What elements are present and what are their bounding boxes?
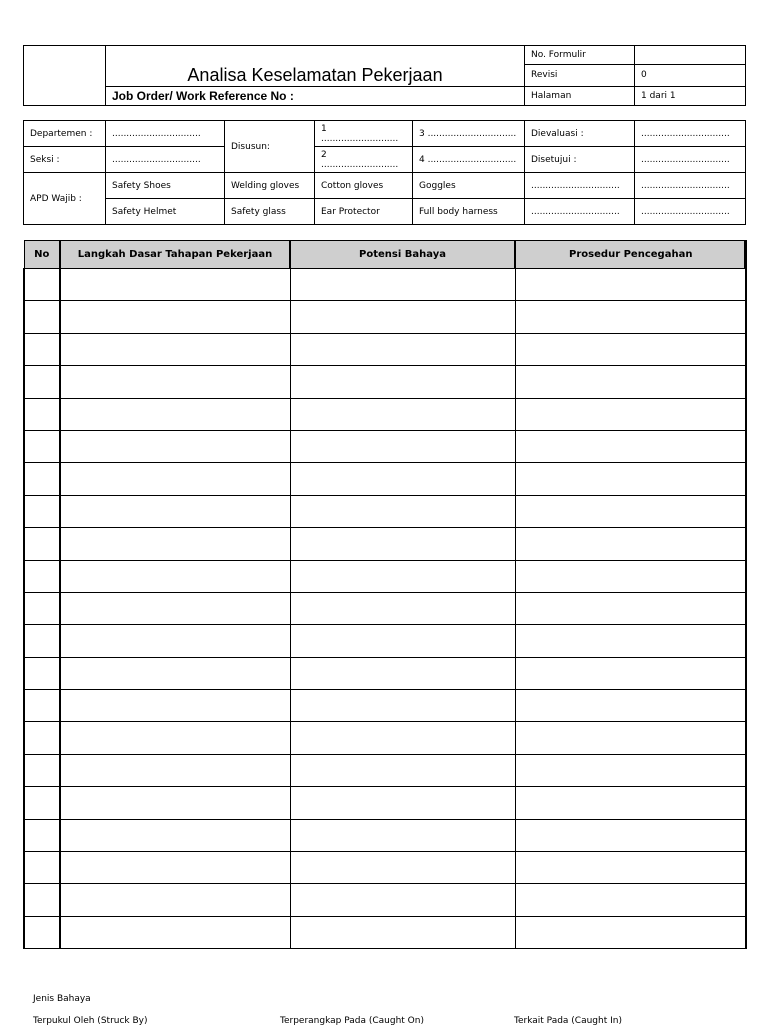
page-label: Halaman bbox=[525, 86, 635, 105]
departemen-label: Departemen : bbox=[24, 121, 106, 147]
potensi-bahaya-cell[interactable] bbox=[290, 528, 515, 560]
prosedur-cell[interactable] bbox=[515, 852, 746, 884]
job-order-label[interactable]: Job Order/ Work Reference No : bbox=[106, 86, 525, 105]
prosedur-cell[interactable] bbox=[515, 916, 746, 948]
table-row bbox=[24, 787, 746, 819]
table-row bbox=[24, 916, 746, 948]
langkah-cell[interactable] bbox=[60, 528, 290, 560]
langkah-cell[interactable] bbox=[60, 301, 290, 333]
legend-item: Terpukul Oleh (Struck By) bbox=[33, 1016, 148, 1026]
prosedur-cell[interactable] bbox=[515, 625, 746, 657]
table-row bbox=[24, 625, 746, 657]
table-row bbox=[24, 560, 746, 592]
langkah-cell[interactable] bbox=[60, 852, 290, 884]
form-number-label: No. Formulir bbox=[525, 46, 635, 65]
apd-item[interactable]: Full body harness bbox=[413, 199, 525, 225]
disusun-field-2[interactable]: 2 ........................... bbox=[315, 147, 413, 173]
langkah-cell[interactable] bbox=[60, 916, 290, 948]
no-cell[interactable] bbox=[24, 754, 60, 786]
apd-item[interactable]: ............................... bbox=[525, 199, 635, 225]
table-row bbox=[24, 819, 746, 851]
form-number-value[interactable] bbox=[635, 46, 746, 65]
apd-item[interactable]: ............................... bbox=[525, 173, 635, 199]
no-cell[interactable] bbox=[24, 884, 60, 916]
column-header-langkah: Langkah Dasar Tahapan Pekerjaan bbox=[60, 241, 290, 269]
title-top-blank bbox=[106, 46, 525, 65]
prosedur-cell[interactable] bbox=[515, 269, 746, 301]
apd-item[interactable]: Safety glass bbox=[225, 199, 315, 225]
apd-label: APD Wajib : bbox=[24, 173, 106, 225]
info-table bbox=[23, 120, 746, 225]
potensi-bahaya-cell[interactable] bbox=[290, 560, 515, 592]
potensi-bahaya-cell[interactable] bbox=[290, 333, 515, 365]
langkah-cell[interactable] bbox=[60, 269, 290, 301]
potensi-bahaya-cell[interactable] bbox=[290, 463, 515, 495]
langkah-cell[interactable] bbox=[60, 333, 290, 365]
langkah-cell[interactable] bbox=[60, 398, 290, 430]
seksi-label: Seksi : bbox=[24, 147, 106, 173]
potensi-bahaya-cell[interactable] bbox=[290, 754, 515, 786]
legend-title: Jenis Bahaya bbox=[33, 994, 91, 1004]
langkah-cell[interactable] bbox=[60, 884, 290, 916]
revision-value[interactable]: 0 bbox=[635, 65, 746, 87]
prosedur-cell[interactable] bbox=[515, 722, 746, 754]
table-row bbox=[24, 463, 746, 495]
prosedur-cell[interactable] bbox=[515, 528, 746, 560]
potensi-bahaya-cell[interactable] bbox=[290, 269, 515, 301]
column-header-no: No bbox=[24, 241, 60, 269]
legend-item: Terkait Pada (Caught In) bbox=[514, 1016, 622, 1026]
no-cell[interactable] bbox=[24, 333, 60, 365]
prosedur-cell[interactable] bbox=[515, 495, 746, 527]
no-cell[interactable] bbox=[24, 301, 60, 333]
no-cell[interactable] bbox=[24, 819, 60, 851]
table-row bbox=[24, 884, 746, 916]
table-row bbox=[24, 333, 746, 365]
potensi-bahaya-cell[interactable] bbox=[290, 819, 515, 851]
departemen-field[interactable]: ............................... bbox=[106, 121, 225, 147]
potensi-bahaya-cell[interactable] bbox=[290, 625, 515, 657]
column-header-potensi-bahaya: Potensi Bahaya bbox=[290, 241, 515, 269]
apd-item[interactable]: Ear Protector bbox=[315, 199, 413, 225]
table-row bbox=[24, 495, 746, 527]
disetujui-label: Disetujui : bbox=[525, 147, 635, 173]
dievaluasi-label: Dievaluasi : bbox=[525, 121, 635, 147]
prosedur-cell[interactable] bbox=[515, 560, 746, 592]
prosedur-cell[interactable] bbox=[515, 333, 746, 365]
potensi-bahaya-cell[interactable] bbox=[290, 301, 515, 333]
page-title: Analisa Keselamatan Pekerjaan bbox=[106, 65, 525, 87]
langkah-cell[interactable] bbox=[60, 430, 290, 462]
no-cell[interactable] bbox=[24, 366, 60, 398]
no-cell[interactable] bbox=[24, 560, 60, 592]
table-row bbox=[24, 269, 746, 301]
no-cell[interactable] bbox=[24, 592, 60, 624]
no-cell[interactable] bbox=[24, 722, 60, 754]
disusun-field-1[interactable]: 1 ........................... bbox=[315, 121, 413, 147]
potensi-bahaya-cell[interactable] bbox=[290, 884, 515, 916]
langkah-cell[interactable] bbox=[60, 366, 290, 398]
table-header-row bbox=[24, 241, 746, 269]
prosedur-cell[interactable] bbox=[515, 787, 746, 819]
disetujui-field[interactable]: ............................... bbox=[635, 147, 746, 173]
langkah-cell[interactable] bbox=[60, 722, 290, 754]
no-cell[interactable] bbox=[24, 495, 60, 527]
seksi-field[interactable]: ............................... bbox=[106, 147, 225, 173]
potensi-bahaya-cell[interactable] bbox=[290, 398, 515, 430]
prosedur-cell[interactable] bbox=[515, 430, 746, 462]
langkah-cell[interactable] bbox=[60, 592, 290, 624]
no-cell[interactable] bbox=[24, 657, 60, 689]
no-cell[interactable] bbox=[24, 430, 60, 462]
no-cell[interactable] bbox=[24, 398, 60, 430]
langkah-cell[interactable] bbox=[60, 787, 290, 819]
potensi-bahaya-cell[interactable] bbox=[290, 366, 515, 398]
apd-item[interactable]: Goggles bbox=[413, 173, 525, 199]
langkah-cell[interactable] bbox=[60, 690, 290, 722]
potensi-bahaya-cell[interactable] bbox=[290, 495, 515, 527]
potensi-bahaya-cell[interactable] bbox=[290, 916, 515, 948]
job-safety-analysis-table bbox=[23, 240, 747, 949]
logo-cell bbox=[24, 46, 106, 106]
apd-item[interactable]: Welding gloves bbox=[225, 173, 315, 199]
no-cell[interactable] bbox=[24, 690, 60, 722]
disusun-label: Disusun: bbox=[225, 121, 315, 173]
legend-item: Terperangkap Pada (Caught On) bbox=[280, 1016, 424, 1026]
langkah-cell[interactable] bbox=[60, 754, 290, 786]
form-header-table bbox=[23, 45, 746, 106]
table-row bbox=[24, 754, 746, 786]
dievaluasi-field[interactable]: ............................... bbox=[635, 121, 746, 147]
prosedur-cell[interactable] bbox=[515, 592, 746, 624]
potensi-bahaya-cell[interactable] bbox=[290, 657, 515, 689]
prosedur-cell[interactable] bbox=[515, 657, 746, 689]
apd-item[interactable]: ............................... bbox=[635, 173, 746, 199]
no-cell[interactable] bbox=[24, 463, 60, 495]
disusun-field-4[interactable]: 4 ............................... bbox=[413, 147, 525, 173]
prosedur-cell[interactable] bbox=[515, 366, 746, 398]
column-header-prosedur-pencegahan: Prosedur Pencegahan bbox=[515, 241, 746, 269]
no-cell[interactable] bbox=[24, 269, 60, 301]
no-cell[interactable] bbox=[24, 787, 60, 819]
revision-label: Revisi bbox=[525, 65, 635, 87]
apd-item[interactable]: ............................... bbox=[635, 199, 746, 225]
prosedur-cell[interactable] bbox=[515, 463, 746, 495]
potensi-bahaya-cell[interactable] bbox=[290, 430, 515, 462]
no-cell[interactable] bbox=[24, 852, 60, 884]
no-cell[interactable] bbox=[24, 625, 60, 657]
table-row bbox=[24, 722, 746, 754]
prosedur-cell[interactable] bbox=[515, 398, 746, 430]
prosedur-cell[interactable] bbox=[515, 301, 746, 333]
langkah-cell[interactable] bbox=[60, 463, 290, 495]
table-row bbox=[24, 592, 746, 624]
langkah-cell[interactable] bbox=[60, 560, 290, 592]
table-row bbox=[24, 430, 746, 462]
table-row bbox=[24, 301, 746, 333]
langkah-cell[interactable] bbox=[60, 819, 290, 851]
apd-item[interactable]: Safety Helmet bbox=[106, 199, 225, 225]
langkah-cell[interactable] bbox=[60, 625, 290, 657]
potensi-bahaya-cell[interactable] bbox=[290, 722, 515, 754]
table-row bbox=[24, 657, 746, 689]
apd-item[interactable]: Cotton gloves bbox=[315, 173, 413, 199]
table-row bbox=[24, 366, 746, 398]
disusun-field-3[interactable]: 3 ............................... bbox=[413, 121, 525, 147]
potensi-bahaya-cell[interactable] bbox=[290, 852, 515, 884]
table-row bbox=[24, 528, 746, 560]
langkah-cell[interactable] bbox=[60, 495, 290, 527]
prosedur-cell[interactable] bbox=[515, 884, 746, 916]
prosedur-cell[interactable] bbox=[515, 690, 746, 722]
prosedur-cell[interactable] bbox=[515, 754, 746, 786]
potensi-bahaya-cell[interactable] bbox=[290, 592, 515, 624]
table-row bbox=[24, 398, 746, 430]
potensi-bahaya-cell[interactable] bbox=[290, 787, 515, 819]
apd-item[interactable]: Safety Shoes bbox=[106, 173, 225, 199]
no-cell[interactable] bbox=[24, 916, 60, 948]
table-row bbox=[24, 690, 746, 722]
potensi-bahaya-cell[interactable] bbox=[290, 690, 515, 722]
no-cell[interactable] bbox=[24, 528, 60, 560]
page-value: 1 dari 1 bbox=[635, 86, 746, 105]
langkah-cell[interactable] bbox=[60, 657, 290, 689]
prosedur-cell[interactable] bbox=[515, 819, 746, 851]
table-row bbox=[24, 852, 746, 884]
